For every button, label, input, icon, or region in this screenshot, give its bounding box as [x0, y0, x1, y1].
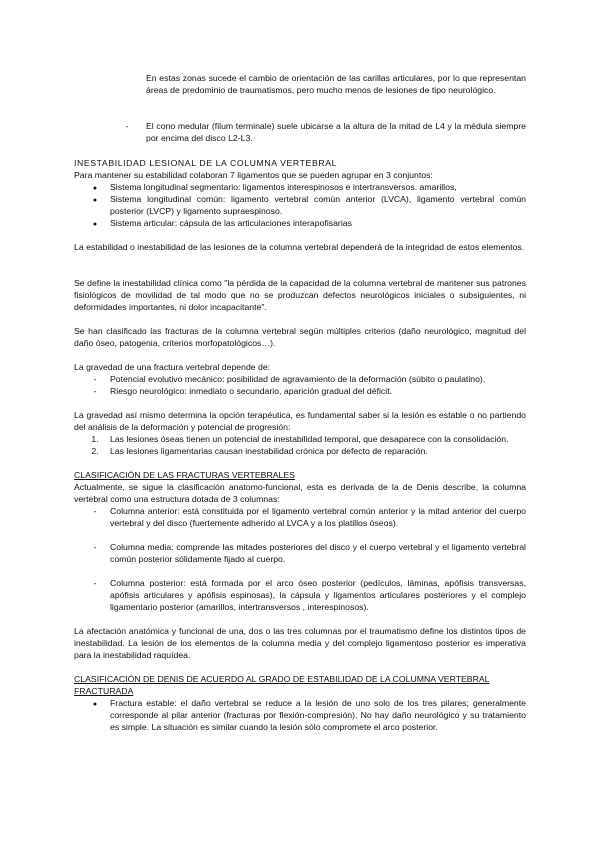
severity-lead: La gravedad de una fractura vertebral depende de:	[74, 362, 271, 372]
list-item: ● Sistema longitudinal común: ligamento vertebral común anterior (LVCA), ligamento vertebral común posterior (LVCP) y ligamento supraespinoso.	[110, 193, 526, 217]
list-item: ● Sistema longitudinal segmentario: ligamentos interespinosos e intertransversos. amarillos,	[110, 181, 526, 193]
section-title: INESTABILIDAD LESIONAL DE LA COLUMNA VERTEBRAL	[74, 158, 338, 168]
columns-list	[93, 505, 526, 613]
dash-marker: -	[93, 506, 97, 516]
affectation-paragraph: La afectación anatómica y funcional de una, dos o las tres columnas por el traumatismo define los distintos tipos de inestabilidad. La lesión de los elementos de la columna media y del complejo ligamentoso posterior es imperativa para la inestabilidad raquídea.	[74, 626, 526, 660]
section-title: CLASIFICACIÓN DE LAS FRACTURAS VERTEBRALES	[74, 470, 295, 480]
dash-marker: -	[93, 578, 97, 588]
list-item: - Columna posterior: está formada por el arco óseo posterior (pedículos, láminas, apófisis transversas, apófisis articulares y apófisis espinosas), la cápsula y ligamentos articulares posteriores y el complejo ligamentario posterior (amarillos, intertransversos , interespinosos).	[110, 577, 526, 613]
intro-paragraph: En estas zonas sucede el cambio de orientación de las carillas articulares, por lo que representan áreas de predominio de traumatismos, pero mucho menos de lesiones de tipo neurológico.	[146, 73, 526, 95]
section-lead: Para mantener su estabilidad colaboran 7 ligamentos que se pueden agrupar en 3 conjuntos:	[74, 170, 433, 180]
bullet-marker	[88, 697, 102, 711]
list-item: ● Sistema articular: cápsula de las articulaciones interapofisarias	[110, 217, 526, 229]
list-number: 1.	[91, 434, 99, 444]
therapy-paragraph: La gravedad así mismo determina la opción terapéutica, es fundamental saber si la lesión es estable o no partiendo del análisis de la deformación y potencial de progresión:	[74, 410, 526, 432]
bullet-marker	[88, 193, 102, 207]
dash-marker: -	[125, 121, 129, 131]
section-inestabilidad	[74, 157, 526, 181]
dash-marker: -	[93, 374, 97, 384]
list-number: 2.	[91, 446, 99, 456]
list-item: - Riesgo neurológico: inmediato o secundario, aparición gradual del déficit.	[110, 385, 526, 397]
dash-marker: -	[93, 542, 97, 552]
section-clasificacion	[74, 469, 526, 505]
section-denis	[74, 673, 526, 697]
clinical-instability-paragraph: Se define la inestabilidad clínica como "la pérdida de la capacidad de la columna vertebral de mantener sus patrones fisiológicos de movilidad de tal modo que no se produzcan defectos neurológicos iniciales o subsiguientes, ni deformidades importantes, ni dolor incapacitante".	[74, 278, 526, 312]
bullet-marker	[88, 217, 102, 231]
stability-paragraph: La estabilidad o inestabilidad de las lesiones de la columna vertebral dependerá de la integridad de estos elementos.	[74, 242, 525, 252]
list-item: 1. Las lesiones óseas tienen un potencial de inestabilidad temporal, que desaparece con la consolidación.	[110, 433, 526, 445]
section-lead: Actualmente, se sigue la clasificación anatomo-funcional, esta es derivada de la de Denis describe, la columna vertebral como una estructura dotada de 3 columnas:	[74, 482, 526, 504]
list-item: - Potencial evolutivo mecánico: posibilidad de agravamiento de la deformación (súbito o paulatino).	[110, 373, 526, 385]
denis-list	[110, 697, 526, 733]
list-item: ● Fractura estable: el daño vertebral se reduce a la lesión de uno solo de los tres pilares; generalmente corresponde al pilar anterior (fracturas por flexión-compresión). No hay daño neurológico y su tratamiento es simple. La situación es similar cuando la lesión sólo compromete el arco posterior.	[110, 697, 526, 733]
list-item: - Columna media: comprende las mitades posteriores del disco y el cuerpo vertebral y el ligamento vertebral común posterior sólidamente fijado al cuerpo.	[110, 541, 526, 565]
intro-dash-item: - El cono medular (filum terminale) suele ubicarse a la altura de la mitad de L4 y la médula siempre por encima del disco L2-L3.	[146, 120, 526, 144]
list-item: 2. Las lesiones ligamentarias causan inestabilidad crónica por defecto de reparación.	[110, 445, 526, 457]
ligament-systems-list	[110, 181, 526, 229]
dash-marker: -	[93, 386, 97, 396]
severity-list	[93, 373, 526, 397]
list-item: - Columna anterior: está constituida por el ligamento vertebral común anterior y la mitad anterior del cuerpo vertebral y del disco (fuertemente adherido al LVCA y a los platillos óseos).	[110, 505, 526, 529]
classification-paragraph: Se han clasificado las fracturas de la columna vertebral según múltiples criterios (daño neurológico, magnitud del daño óseo, patogenia, criterios morfopatológicos…).	[74, 326, 526, 348]
section-title: CLASIFICACIÓN DE DENIS DE ACUERDO AL GRADO DE ESTABILIDAD DE LA COLUMNA VERTEBRAL FRACTURADA	[74, 674, 490, 696]
lesion-types-list	[91, 433, 526, 457]
